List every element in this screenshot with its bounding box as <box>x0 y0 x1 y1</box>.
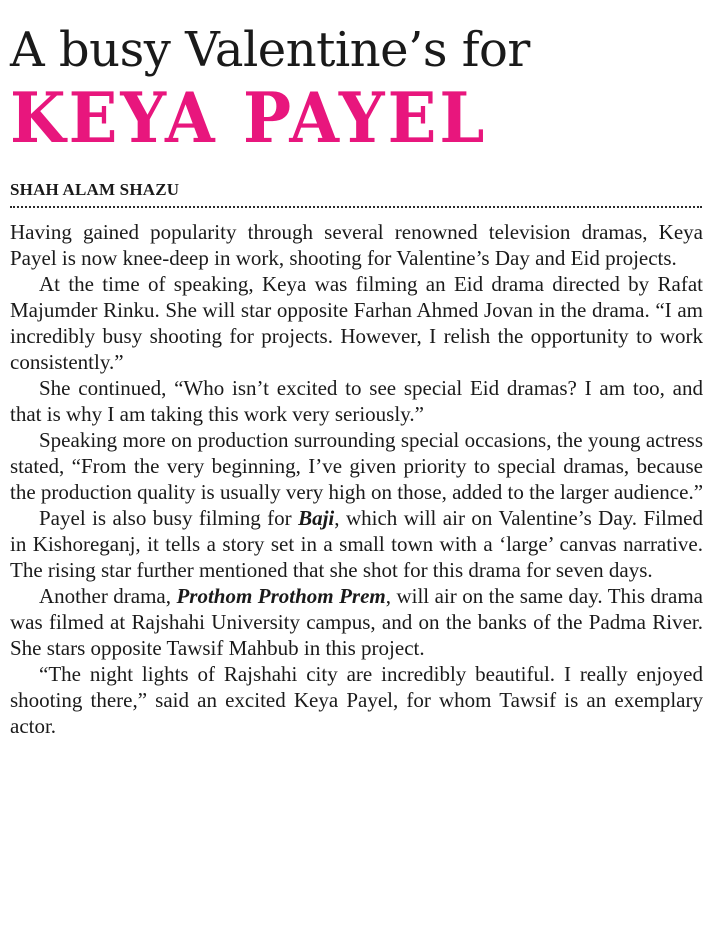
paragraph-5-before: Payel is also busy filming for <box>39 506 299 530</box>
byline: SHAH ALAM SHAZU <box>10 180 180 199</box>
headline-line1: A busy Valentine’s for <box>10 22 530 78</box>
article-body <box>10 219 703 739</box>
paragraph-6-before: Another drama, <box>39 584 177 608</box>
drama-title-baji: Baji <box>298 506 335 530</box>
headline-name: KEYA PAYEL <box>10 78 488 160</box>
paragraph-2: At the time of speaking, Keya was filming an Eid drama directed by Rafat Majumder Rinku. She will star opposite Farhan Ahmed Jovan in the drama. “I am incredibly busy shooting for projects. However, I relish the opportunity to work consistently.” <box>10 272 703 374</box>
dotted-divider <box>10 206 702 208</box>
paragraph-6 <box>10 583 703 661</box>
paragraph-6-after: , will air on the same day. This drama was filmed at Rajshahi University campus, and on the banks of the Padma River. She stars opposite Tawsif Mahbub in this project. <box>10 584 703 660</box>
paragraph-4: Speaking more on production surrounding special occasions, the young actress stated, “From the very beginning, I’ve given priority to special dramas, because the production quality is usually very high on those, added to the larger audience.” <box>10 428 704 504</box>
drama-title-prothom-prothom-prem: Prothom Prothom Prem <box>176 584 386 608</box>
paragraph-5-after: , which will air on Valentine’s Day. Filmed in Kishoreganj, it tells a story set in a small town with a ‘large’ canvas narrative. The rising star further mentioned that she shot for this drama for seven days. <box>10 506 703 582</box>
paragraph-5 <box>10 505 703 583</box>
paragraph-7: “The night lights of Rajshahi city are incredibly beautiful. I really enjoyed shooting there,” said an excited Keya Payel, for whom Tawsif is an exemplary actor. <box>10 662 703 738</box>
paragraph-1: Having gained popularity through several renowned television dramas, Keya Payel is now knee-deep in work, shooting for Valentine’s Day and Eid projects. <box>10 220 703 270</box>
paragraph-3: She continued, “Who isn’t excited to see special Eid dramas? I am too, and that is why I am taking this work very seriously.” <box>10 376 703 426</box>
